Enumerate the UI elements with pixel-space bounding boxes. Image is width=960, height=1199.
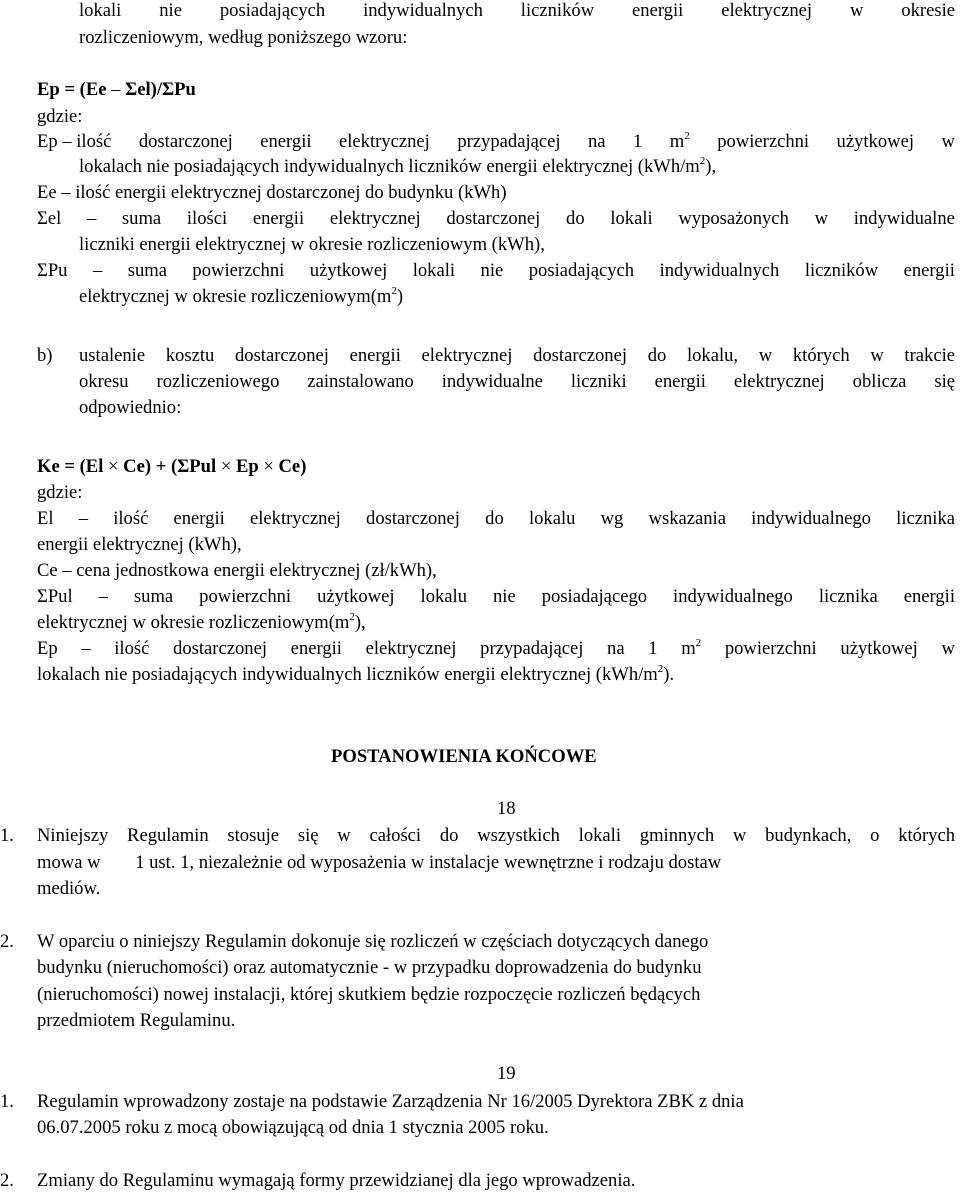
def-pul-line-1: ΣPul – suma powierzchni użytkowej lokalu nie posiadającego indywidualnego licznika energii [37,586,955,607]
gdzie-label: gdzie: [37,106,83,127]
p19-2-line-1: Zmiany do Regulaminu wymagają formy przewidzianej dla jego wprowadzenia. [37,1170,636,1191]
def-sel-line-2: liczniki energii elektrycznej w okresie rozliczeniowym (kWh), [79,234,545,255]
p18-2-line-4: przedmiotem Regulaminu. [37,1010,236,1031]
def-el-line-1: El – ilość energii elektrycznej dostarczonej do lokalu wg wskazania indywidualnego licznika [37,508,955,529]
section-sign-icon [477,800,487,815]
p19-1-line-2: 06.07.2005 roku z mocą obowiązującą od dnia 1 stycznia 2005 roku. [37,1117,549,1138]
formula-ep: Ep = (Ee – Σel)/ΣPu [37,79,196,100]
p18-1-num: 1. [0,825,14,846]
def-ce: Ce – cena jednostkowa energii elektrycznej (zł/kWh), [37,560,437,581]
p18-2-line-2: budynku (nieruchomości) oraz automatycznie - w przypadku doprowadzenia do budynku [37,957,702,978]
p18-1-line-3: mediów. [37,878,101,899]
gdzie-label-2: gdzie: [37,482,83,503]
def-ee: Ee – ilość energii elektrycznej dostarczonej do budynku (kWh) [37,182,507,203]
def-ep2-line-2: lokalach nie posiadających indywidualnych liczników energii elektrycznej $(kWh/m^2)$. [37,662,675,685]
p18-2-line-1: W oparciu o niniejszy Regulamin dokonuje się rozliczeń w częściach dotyczących danego [37,931,709,952]
heading-final: POSTANOWIENIA KOŃCOWE [331,746,597,767]
def-spu-line-2: elektrycznej w okresie $rozliczeniowym(m^2)$ [79,284,404,307]
p18-1-line-1: Niniejszy Regulamin stosuje się w całości do wszystkich lokali gminnych w budynkach, o których [37,825,955,846]
def-sel-line-1: Σel – suma ilości energii elektrycznej dostarczonej do lokali wyposażonych w indywidualne [37,208,955,229]
def-ep2-line-1: Ep – ilość dostarczonej energii elektrycznej przypadającej na 1 $m^2$ powierzchni użytkowej w [37,636,955,659]
point-b-marker: b) [37,345,53,366]
paragraph-19: §19 [477,1063,516,1085]
paragraph-18: §18 [477,798,516,820]
intro-line-2: rozliczeniowym, według poniższego wzoru: [79,27,408,48]
section-sign-icon [115,854,125,869]
point-b-line-1: ustalenie kosztu dostarczonej energii elektrycznej dostarczonej do lokalu, w których w trakcie [79,345,955,366]
formula-ke: Ke = (El × Ce) + (ΣPul × Ep × Ce) [37,456,307,477]
def-el-line-2: energii elektrycznej (kWh), [37,534,242,555]
def-pul-line-2: elektrycznej w okresie $rozliczeniowym(m^2)$, [37,610,366,633]
p19-2-num: 2. [0,1170,14,1191]
section-sign-icon [477,1065,487,1080]
point-b-line-3: odpowiednio: [79,397,182,418]
point-b-line-2: okresu rozliczeniowego zainstalowano indywidualne liczniki energii elektrycznej oblicza się [79,371,955,392]
intro-line-1: lokali nie posiadających indywidualnych liczników energii elektrycznej w okresie [79,0,955,21]
p19-1-line-1: Regulamin wprowadzony zostaje na podstawie Zarządzenia Nr 16/2005 Dyrektora ZBK z dnia [37,1091,744,1112]
p18-2-num: 2. [0,931,14,952]
p18-1-line-2: mowa w § 1 ust. 1, niezależnie od wyposażenia w instalacje wewnętrzne i rodzaju dostaw [37,852,721,874]
p19-1-num: 1. [0,1091,14,1112]
def-ep-line-1: Ep – ilość dostarczonej energii elektrycznej przypadającej na 1 $m^2$ powierzchni użytkowej w [37,129,955,152]
def-spu-line-1: ΣPu – suma powierzchni użytkowej lokali nie posiadających indywidualnych liczników energii [37,260,955,281]
p18-2-line-3: (nieruchomości) nowej instalacji, której skutkiem będzie rozpoczęcie rozliczeń będących [37,984,701,1005]
def-ep-line-2: lokalach nie posiadających indywidualnych liczników energii elektrycznej $(kWh/m^2)$, [79,154,717,177]
